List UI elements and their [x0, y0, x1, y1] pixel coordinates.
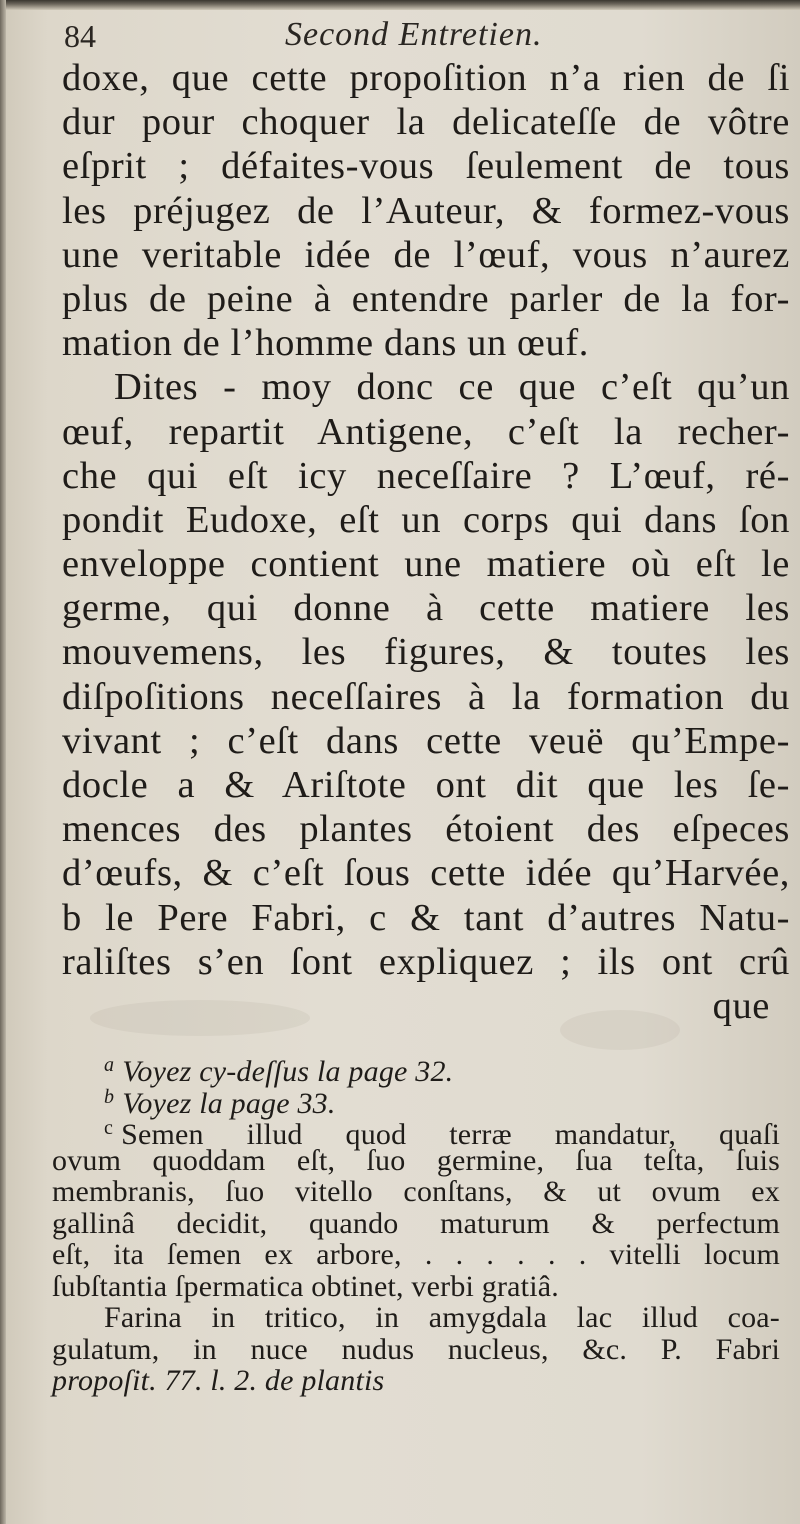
text-line: diſpoſitions neceſſaires à la formation du [62, 675, 790, 718]
footnote-c-line: membranis, ſuo vitello conſtans, & ut ovum ex [52, 1175, 780, 1208]
text-line: dur pour choquer la delicateſſe de vôtre [62, 101, 790, 144]
text-line: œuf, repartit Antigene, c’eſt la recher- [62, 410, 790, 453]
footnote-text: Semen illud quod terræ mandatur, quaſi [121, 1118, 780, 1151]
text-line: vivant ; c’eſt dans cette veuë qu’Empe- [62, 719, 790, 762]
footnote-c-line: gallinâ decidit, quando maturum & perfectum [52, 1206, 780, 1240]
footnote-mark: a [104, 1054, 115, 1076]
text-line: mouvemens, les figures, & toutes les [62, 631, 790, 674]
footnote-c-line: gulatum, in nuce nudus nucleus, &c. P. Fabri [52, 1332, 780, 1366]
text-line: plus de peine à entendre parler de la for- [62, 277, 790, 320]
text-line: enveloppe contient une matiere où eſt le [62, 543, 790, 586]
footnote-c-line: ſubſtantia ſpermatica obtinet, verbi gratiâ. [52, 1269, 559, 1303]
text-line: une veritable idée de l’œuf, vous n’aurez [62, 233, 790, 276]
main-text [62, 56, 790, 1028]
footnote-c-line [52, 1113, 780, 1151]
text-line: mation de l’homme dans un œuf. [62, 322, 589, 365]
running-title: Second Entretien. [285, 16, 543, 53]
footnote-c-line: eſt, ita ſemen ex arbore, . . . . . . vitelli locum [52, 1238, 780, 1271]
page-gutter-edge [0, 0, 6, 1524]
text-line: b le Pere Fabri, c & tant d’autres Natu- [62, 896, 790, 939]
footnote-c-line: propoſit. 77. l. 2. de plantis [52, 1364, 385, 1397]
footnote-c-line: ovum quoddam eſt, ſuo germine, ſua teſta, ſuis [52, 1143, 780, 1177]
text-line: Dites - moy donc ce que c’eſt qu’un [114, 366, 790, 409]
page-top-edge [0, 0, 800, 10]
text-line: docle a & Ariſtote ont dit que les ſe- [62, 764, 790, 806]
footnote-mark: b [104, 1085, 115, 1108]
text-line: doxe, que cette propoſition n’a rien de ſi [62, 57, 790, 99]
footnote-c-line: Farina in tritico, in amygdala lac illud coa- [104, 1301, 780, 1334]
text-line: germe, qui donne à cette matiere les [62, 587, 790, 630]
page-number: 84 [64, 18, 96, 54]
footnotes [52, 1050, 780, 1397]
text-line: che qui eſt icy neceſſaire ? L’œuf, ré- [62, 454, 790, 497]
footnote-text: Voyez la page 33. [122, 1086, 336, 1120]
text-line: d’œufs, & c’eſt ſous cette idée qu’Harvée, [62, 852, 790, 895]
text-line: raliſtes s’en ſont expliquez ; ils ont crû [62, 940, 790, 983]
footnote-a [52, 1050, 780, 1088]
text-line: eſprit ; défaites-vous ſeulement de tous [62, 145, 790, 188]
text-line: pondit Eudoxe, eſt un corps qui dans ſon [62, 498, 790, 541]
footnote-mark: c [104, 1117, 114, 1139]
text-line: mences des plantes étoient des eſpeces [62, 808, 790, 851]
running-head [60, 14, 770, 58]
catchword: que [712, 984, 770, 1027]
text-line: les préjugez de l’Auteur, & formez-vous [62, 189, 790, 232]
footnote-text: Voyez cy-deſſus la page 32. [122, 1055, 454, 1088]
